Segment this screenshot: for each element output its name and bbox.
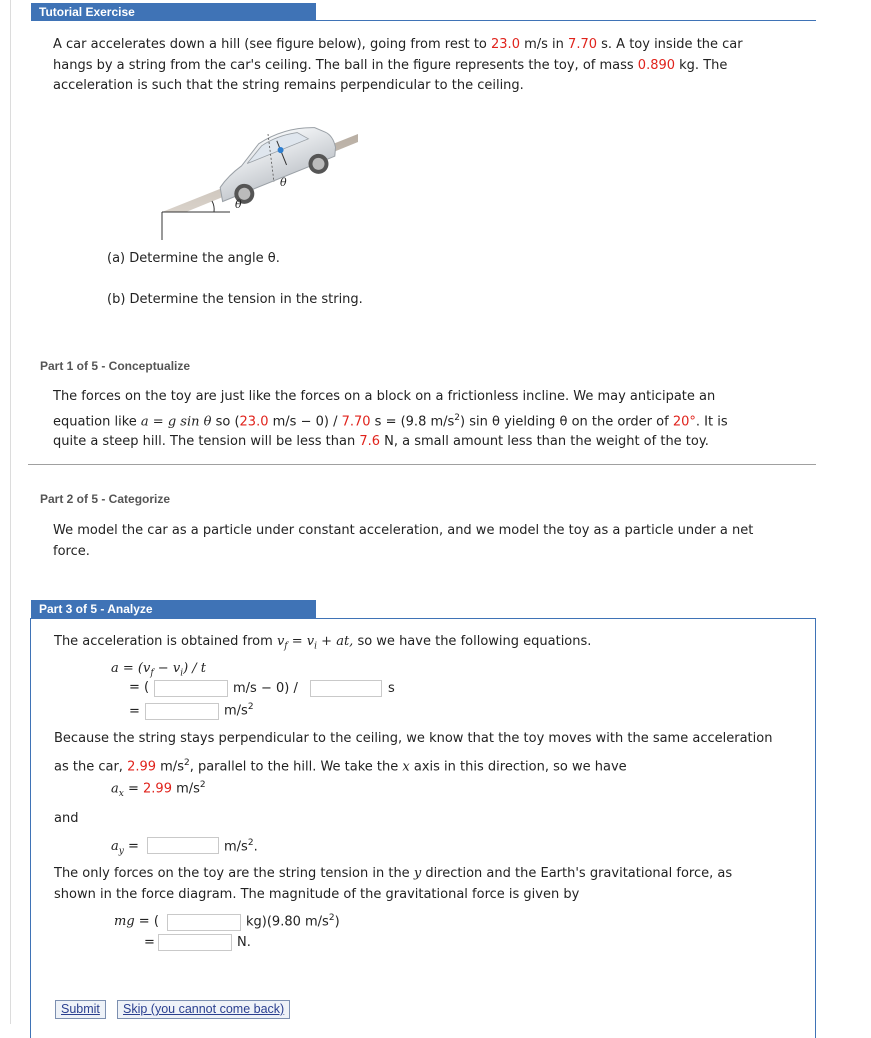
skip-button[interactable]: Skip (you cannot come back) xyxy=(117,1000,290,1019)
part1-heading: Part 1 of 5 - Conceptualize xyxy=(40,359,191,373)
tutorial-header xyxy=(31,3,316,21)
ay-unit: $m/s^2$. xyxy=(224,838,258,855)
eq3-prefix: = xyxy=(129,704,140,719)
part3-header xyxy=(31,600,316,618)
left-border xyxy=(10,0,11,1024)
ay-input[interactable] xyxy=(147,837,219,854)
speed-value: 23.0 xyxy=(491,37,520,52)
car-on-hill-figure xyxy=(158,112,368,242)
part2-heading: Part 2 of 5 - Categorize xyxy=(40,492,171,506)
part1-text: The forces on the toy are just like the forces on a block on a frictionless incline. We may anticipate an equation like a = g sin θ so (23.0 m/s − 0) / 7.70 s = (9.8 $m/s^2$) sin θ yielding θ on the order of 20°. It is quite a steep hill. The tension will be less than 7.6 N, a small amount less than the weight of the toy. xyxy=(53,389,728,450)
time-input[interactable] xyxy=(310,680,382,697)
part1-divider xyxy=(28,464,816,465)
header-rule xyxy=(31,20,816,21)
force-input[interactable] xyxy=(158,934,232,951)
n-prefix: = xyxy=(144,935,155,950)
mg-unit: kg)(9.80 $m/s^2$) xyxy=(246,913,340,930)
eq3-unit: $m/s^2$ xyxy=(224,702,254,719)
part2-text: We model the car as a particle under constant acceleration, and we model the toy as a particle under a net force. xyxy=(53,523,754,559)
time-value: 7.70 xyxy=(568,37,597,52)
because-text: Because the string stays perpendicular to the ceiling, we know that the toy moves with the same acceleration as the car, 2.99 $m/s^2$, parallel to the hill. We take the x axis in this direction, so we have xyxy=(54,731,773,775)
velocity-input[interactable] xyxy=(154,680,228,697)
eq-accel-def: $a = (v_f - v_i) / t$ xyxy=(111,661,207,679)
eq2-prefix: = ( xyxy=(129,680,150,695)
part3-heading: Part 3 of 5 - Analyze xyxy=(39,602,153,616)
ax-equation: $a_x = 2.99$ $m/s^2$ xyxy=(111,780,206,799)
eq2-unit: s xyxy=(388,681,395,696)
forces-text: The only forces on the toy are the string tension in the y direction and the Earth's gravitational force, as shown in the force diagram. The magnitude of the gravitational force is given by xyxy=(54,866,733,902)
car-icon xyxy=(207,116,343,212)
mass-input[interactable] xyxy=(167,914,241,931)
theta-label-car: θ xyxy=(280,176,287,189)
n-unit: N. xyxy=(237,935,251,950)
eq2-mid: m/s − 0) / xyxy=(233,681,298,696)
acceleration-input[interactable] xyxy=(145,703,219,720)
and-text: and xyxy=(54,811,79,826)
ay-label: $a_y$ = xyxy=(111,839,139,857)
tutorial-title: Tutorial Exercise xyxy=(39,5,135,19)
mg-label: mg = ( xyxy=(114,914,159,929)
part3-intro: The acceleration is obtained from $v_f = v_i$ + at, so we have the following equations. xyxy=(54,634,592,652)
theta-label-hill: θ xyxy=(235,198,242,211)
question-a: (a) Determine the angle θ. xyxy=(107,251,280,266)
question-b: (b) Determine the tension in the string. xyxy=(107,292,363,307)
submit-button[interactable]: Submit xyxy=(55,1000,106,1019)
problem-statement: A car accelerates down a hill (see figure below), going from rest to 23.0 m/s in 7.70 s. A toy inside the car hangs by a string from the car's ceiling. The ball in the figure represents the toy, of mass 0.890 kg. The acceleration is such that the string remains perpendicular to the ceiling. xyxy=(53,37,743,93)
mass-value: 0.890 xyxy=(637,57,676,73)
